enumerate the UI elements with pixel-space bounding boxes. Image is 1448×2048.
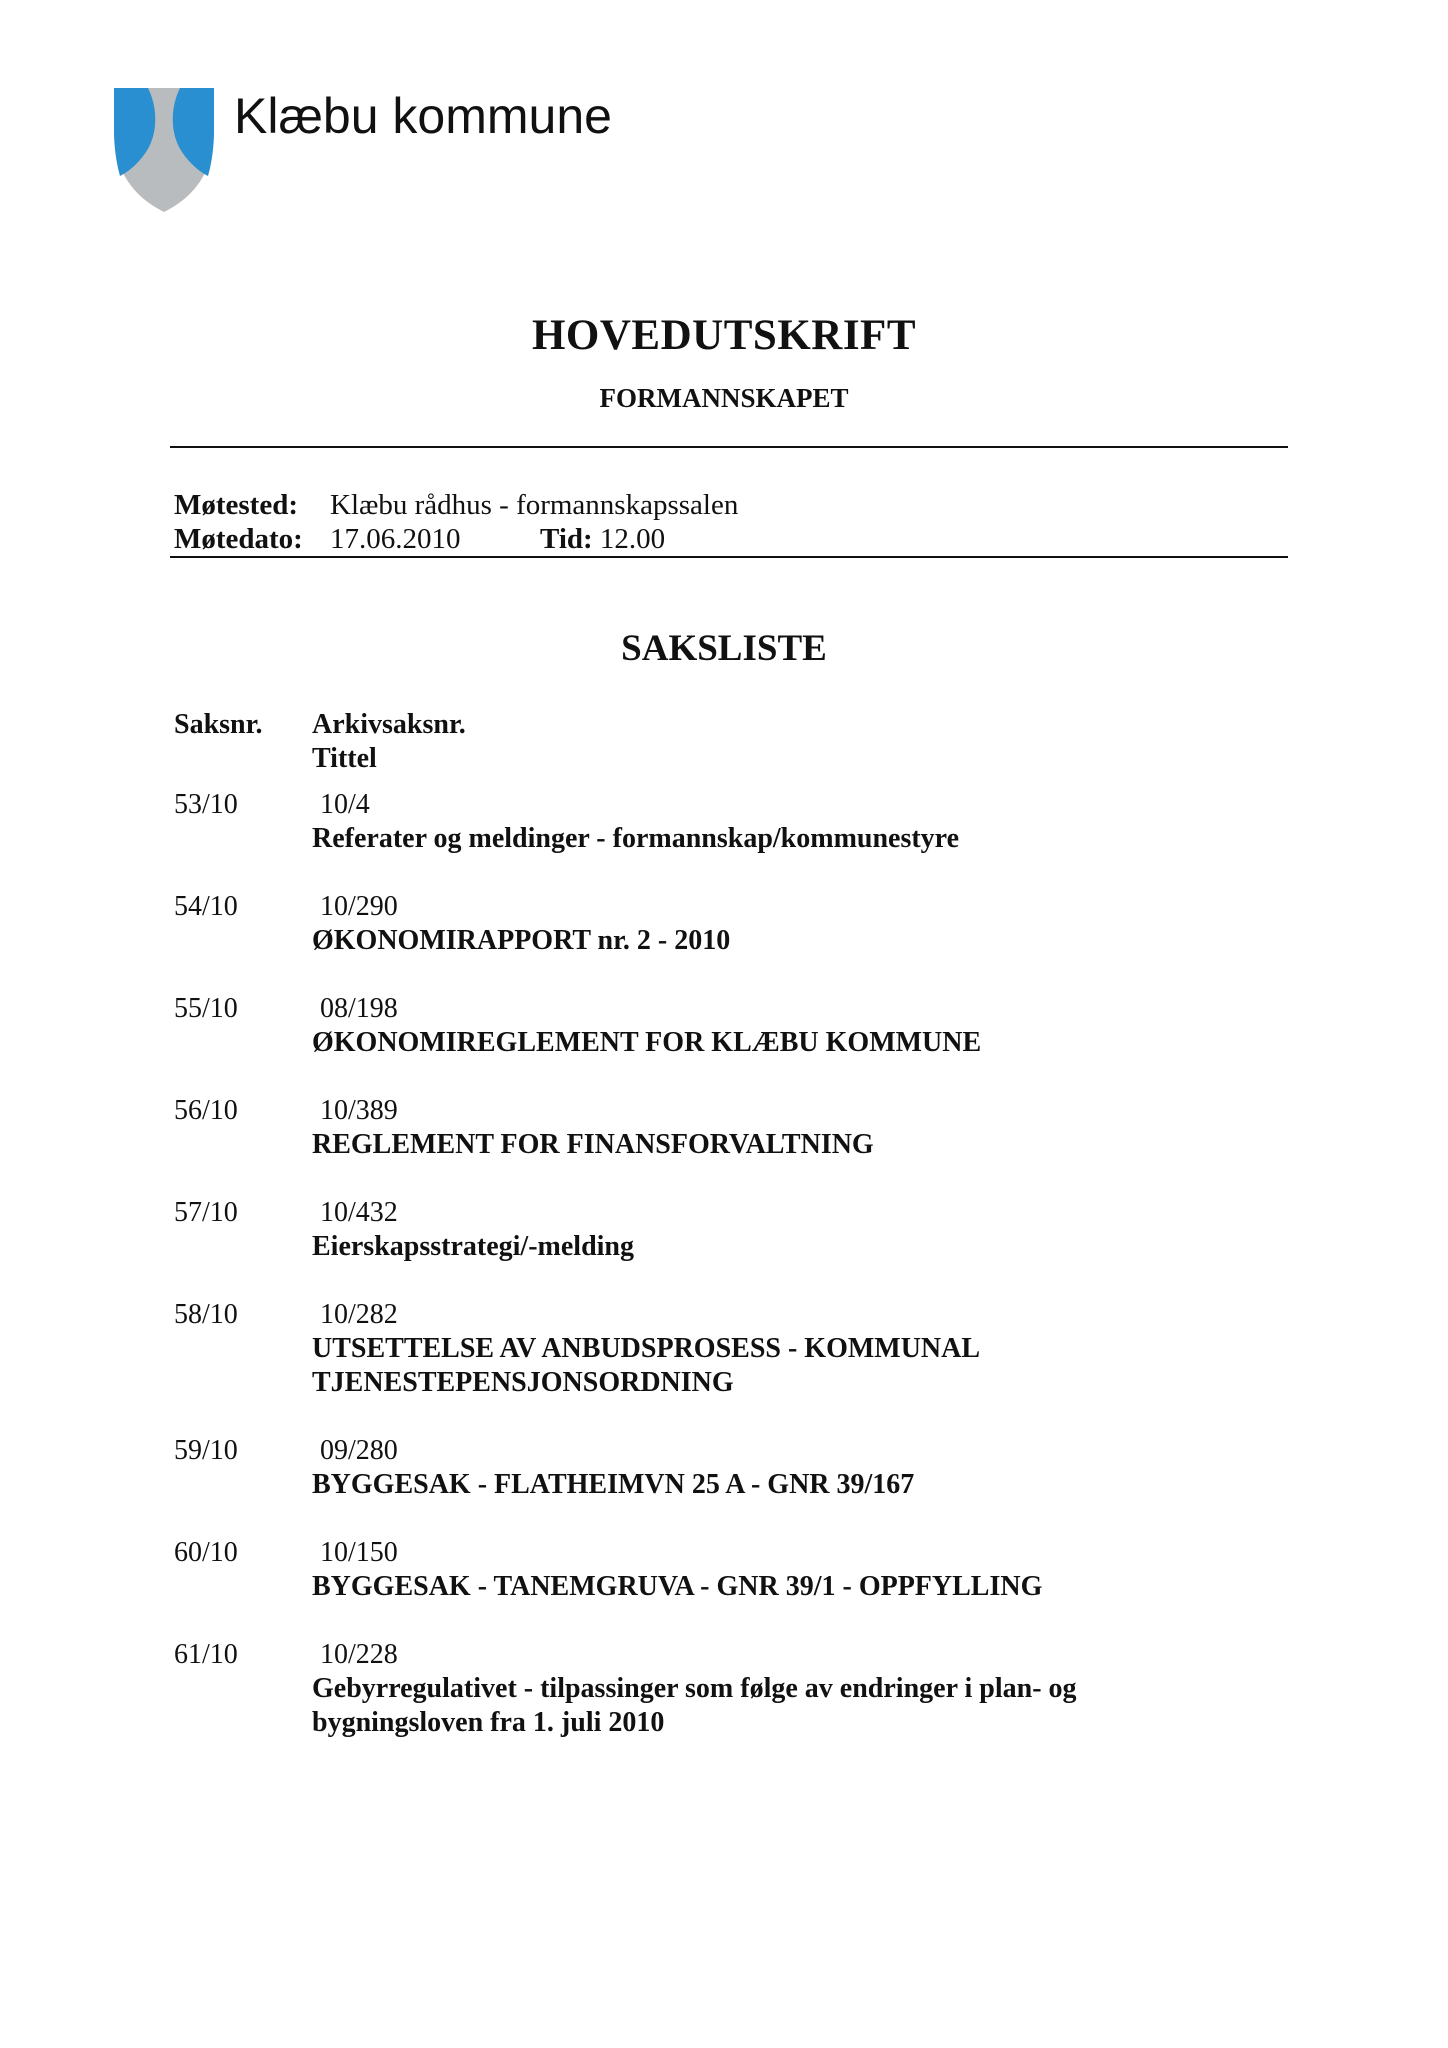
organization-name: Klæbu kommune — [234, 88, 612, 144]
archive-case-number: 08/198 — [320, 993, 398, 1024]
klaebu-coat-of-arms-icon — [112, 86, 216, 214]
meeting-time-label: Tid: — [540, 523, 593, 555]
case-number: 54/10 — [174, 891, 238, 922]
meeting-time-value: 12.00 — [599, 523, 666, 555]
case-title: Eierskapsstrategi/-melding — [312, 1231, 634, 1262]
archive-case-number: 10/282 — [320, 1299, 398, 1330]
meeting-place-value: Klæbu rådhus - formannskapssalen — [330, 489, 739, 521]
archive-case-number: 10/389 — [320, 1095, 398, 1126]
archive-case-number: 10/290 — [320, 891, 398, 922]
case-number: 60/10 — [174, 1537, 238, 1568]
document-title: HOVEDUTSKRIFT — [531, 312, 916, 359]
case-number: 53/10 — [174, 789, 238, 820]
case-title: REGLEMENT FOR FINANSFORVALTNING — [312, 1129, 874, 1160]
case-number: 58/10 — [174, 1299, 238, 1330]
case-number: 55/10 — [174, 993, 238, 1024]
case-title: Gebyrregulativet - tilpassinger som følge av endringer i plan- og bygningsloven fra 1. juli 2010 — [312, 1673, 1077, 1738]
meeting-date-label: Møtedato: — [174, 523, 303, 555]
document-subtitle: FORMANNSKAPET — [599, 383, 849, 413]
case-title: BYGGESAK - FLATHEIMVN 25 A - GNR 39/167 — [312, 1469, 915, 1500]
column-header-tittel: Tittel — [312, 743, 377, 774]
column-header-group — [312, 708, 466, 776]
meeting-place-row — [174, 488, 738, 522]
archive-case-number: 10/228 — [320, 1639, 398, 1670]
agenda-title: SAKSLISTE — [621, 628, 827, 669]
case-number: 56/10 — [174, 1095, 238, 1126]
case-title: Referater og meldinger - formannskap/kommunestyre — [312, 823, 960, 854]
meeting-place-label: Møtested: — [174, 489, 299, 521]
case-number: 59/10 — [174, 1435, 238, 1466]
column-header-arkivsaksnr: Arkivsaksnr. — [312, 709, 466, 740]
meeting-date-value: 17.06.2010 — [330, 523, 461, 555]
column-header-saksnr: Saksnr. — [174, 709, 263, 740]
archive-case-number: 10/4 — [320, 789, 370, 820]
case-number: 61/10 — [174, 1639, 238, 1670]
meeting-date-row — [174, 522, 665, 556]
case-number: 57/10 — [174, 1197, 238, 1228]
archive-case-number: 10/432 — [320, 1197, 398, 1228]
archive-case-number: 09/280 — [320, 1435, 398, 1466]
divider-top — [170, 446, 1288, 448]
archive-case-number: 10/150 — [320, 1537, 398, 1568]
divider-bottom — [170, 556, 1288, 558]
case-title: UTSETTELSE AV ANBUDSPROSESS - KOMMUNAL TJENESTEPENSJONSORDNING — [312, 1333, 979, 1398]
case-title: ØKONOMIREGLEMENT FOR KLÆBU KOMMUNE — [312, 1027, 982, 1058]
case-title: ØKONOMIRAPPORT nr. 2 - 2010 — [312, 925, 731, 956]
case-title: BYGGESAK - TANEMGRUVA - GNR 39/1 - OPPFYLLING — [312, 1571, 1043, 1602]
